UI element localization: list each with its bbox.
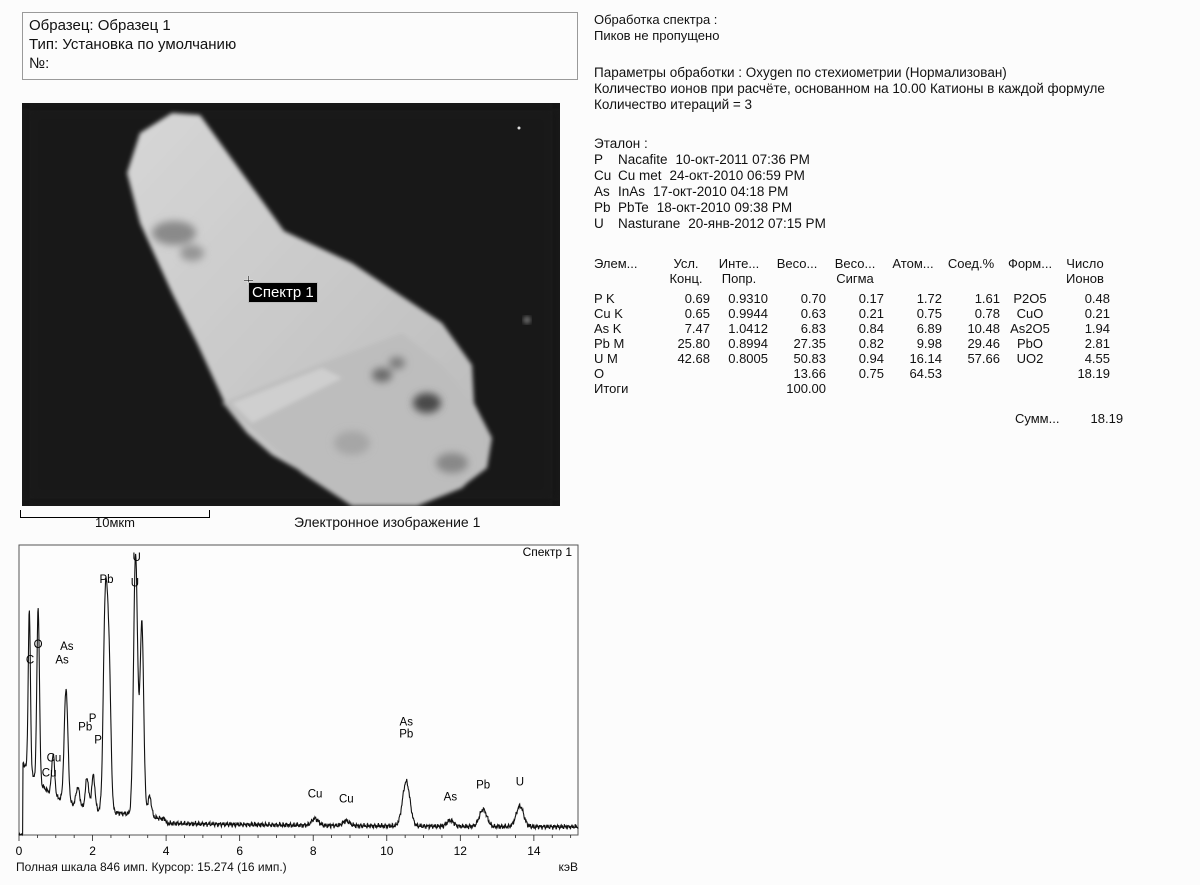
table-cell: Соед.% (947, 256, 995, 271)
processing-title: Обработка спектра : (594, 12, 718, 27)
standard-element: As (594, 184, 610, 199)
table-cell: Cu K (594, 306, 623, 321)
table-cell: 1.94 (1084, 321, 1110, 336)
table-row (594, 321, 1110, 336)
x-tick-label: 0 (16, 844, 23, 858)
x-axis (16, 835, 571, 858)
table-cell: PbO (1016, 336, 1043, 351)
table-cell: Ионов (1066, 271, 1104, 286)
table-cell: 7.47 (684, 321, 710, 336)
table-cell: Pb M (594, 336, 625, 351)
table-cell: P2O5 (1013, 291, 1047, 306)
results-table (594, 256, 1110, 396)
sample-type: Тип: Установка по умолчанию (29, 36, 237, 53)
x-tick-label: 4 (162, 844, 170, 858)
peak-label: As (60, 640, 74, 653)
table-cell: 0.82 (858, 336, 884, 351)
table-cell: Итоги (594, 381, 629, 396)
table-cell: 0.84 (858, 321, 884, 336)
peaks-status: Пиков не пропущено (594, 28, 720, 43)
chart-title: Спектр 1 (522, 545, 572, 559)
table-cell: Весо... (776, 256, 818, 271)
x-axis-unit: кэВ (558, 860, 578, 874)
sum-value: 18.19 (1090, 411, 1124, 426)
table-cell: 1.0412 (728, 321, 768, 336)
standard-element: Pb (594, 200, 611, 215)
table-cell (1060, 381, 1110, 396)
peak-label: Pb (399, 728, 414, 741)
peak-label: As (399, 716, 413, 729)
table-cell (1000, 366, 1060, 381)
standard-element: P (594, 152, 604, 167)
x-tick-label: 10 (380, 844, 394, 858)
peak-label: P (88, 712, 97, 725)
x-tick-label: 8 (309, 844, 317, 858)
electron-image (22, 103, 560, 506)
scale-bar-label: 10мкm (95, 515, 135, 530)
table-cell: Весо... (834, 256, 876, 271)
table-cell: 4.55 (1084, 351, 1110, 366)
standard-row (594, 168, 826, 184)
table-cell: Усл. (673, 256, 699, 271)
standard-name: Cu met (618, 168, 662, 183)
electron-image-caption: Электронное изображение 1 (294, 514, 481, 530)
table-cell: Попр. (721, 271, 757, 286)
peak-label: U (130, 577, 140, 590)
sum-row (1015, 411, 1123, 426)
table-cell (710, 381, 768, 396)
table-cell: P K (594, 291, 615, 306)
peak-label: Pb (99, 574, 114, 587)
table-cell (662, 366, 710, 381)
x-tick-label: 12 (453, 844, 467, 858)
table-cell: 57.66 (967, 351, 1000, 366)
table-cell (1000, 381, 1060, 396)
peak-label: Pb (78, 721, 93, 734)
table-cell: 0.75 (858, 366, 884, 381)
chart-footer (16, 860, 582, 874)
table-cell: 1.61 (974, 291, 1000, 306)
table-cell: 16.14 (909, 351, 942, 366)
electron-image-graphic (22, 103, 560, 506)
standard-name: Nacafite (618, 152, 668, 167)
table-cell: 100.00 (786, 381, 826, 396)
standards-title: Эталон : (594, 136, 648, 151)
peak-label: Cu (338, 793, 354, 806)
standard-date: 24-окт-2010 06:59 PM (669, 168, 805, 183)
params-line: Параметры обработки : Oxygen по стехиометрии (Нормализован) (594, 65, 1007, 80)
table-cell: 10.48 (967, 321, 1000, 336)
table-cell (884, 271, 942, 286)
table-cell: 27.35 (793, 336, 826, 351)
x-tick-label: 14 (527, 844, 541, 858)
ions-line: Количество ионов при расчёте, основанном на 10.00 Катионы в каждой формуле (594, 81, 1105, 96)
table-row (594, 336, 1110, 351)
peak-label: Cu (41, 767, 57, 780)
standard-date: 18-окт-2010 09:38 PM (656, 200, 793, 215)
table-cell: U M (594, 351, 618, 366)
table-row (594, 366, 1110, 381)
table-cell: UO2 (1016, 351, 1044, 366)
table-cell: 25.80 (677, 336, 710, 351)
table-cell: As K (594, 321, 622, 336)
x-tick-label: 6 (236, 844, 244, 858)
table-cell: 18.19 (1077, 366, 1110, 381)
table-cell (710, 366, 768, 381)
table-cell: 0.17 (858, 291, 884, 306)
x-tick-label: 2 (89, 844, 96, 858)
table-header-row (594, 256, 1110, 271)
standard-row (594, 200, 826, 216)
table-row (594, 381, 1110, 396)
table-cell: Конц. (669, 271, 703, 286)
peak-label: U (132, 551, 141, 564)
table-cell: 50.83 (793, 351, 826, 366)
table-header-row (594, 271, 1110, 286)
table-cell (884, 381, 942, 396)
table-cell: 0.65 (684, 306, 710, 321)
peak-label: Pb (476, 779, 491, 792)
sample-name: Образец: Образец 1 (29, 17, 171, 34)
peak-label: As (55, 654, 69, 667)
standard-row (594, 152, 826, 168)
table-cell (594, 271, 662, 286)
table-cell: 0.8994 (728, 336, 768, 351)
table-cell: 0.78 (974, 306, 1000, 321)
table-cell: 6.89 (916, 321, 942, 336)
iterations-line: Количество итераций = 3 (594, 97, 753, 112)
table-cell: Сигма (836, 271, 874, 286)
table-cell: Число (1066, 256, 1104, 271)
table-cell (942, 271, 1000, 286)
table-cell: CuO (1016, 306, 1044, 321)
table-cell: 0.63 (800, 306, 826, 321)
processing-params (594, 65, 1105, 113)
table-cell: As2O5 (1010, 321, 1050, 336)
standard-date: 17-окт-2010 04:18 PM (653, 184, 789, 199)
table-cell: 0.9310 (728, 291, 768, 306)
table-cell (1000, 271, 1060, 286)
table-row (594, 291, 1110, 306)
spectrum-point-label[interactable]: Спектр 1 (248, 282, 318, 303)
table-cell: 0.21 (1084, 306, 1110, 321)
processing-info (594, 12, 719, 44)
standard-name: Nasturane (618, 216, 681, 231)
table-cell: 6.83 (800, 321, 826, 336)
table-row (594, 306, 1110, 321)
peak-label: Cu (46, 752, 62, 765)
full-scale-cursor-readout: Полная шкала 846 имп. Курсор: 15.274 (16 имп.) (16, 860, 287, 874)
peak-label: C (25, 654, 35, 667)
peak-label: O (33, 639, 43, 652)
table-cell (768, 271, 826, 286)
table-cell: Инте... (718, 256, 760, 271)
table-cell: 0.69 (684, 291, 710, 306)
sum-label: Сумм... (1015, 411, 1060, 426)
table-cell: 0.9944 (728, 306, 768, 321)
table-cell (826, 381, 884, 396)
standard-date: 10-окт-2011 07:36 PM (675, 152, 810, 167)
table-cell: 29.46 (967, 336, 1000, 351)
standard-row (594, 184, 826, 200)
table-cell: 64.53 (909, 366, 942, 381)
table-cell: 42.68 (677, 351, 710, 366)
table-cell: Элем... (594, 256, 638, 271)
standard-name: InAs (618, 184, 646, 199)
standard-row (594, 216, 826, 232)
standard-name: PbTe (618, 200, 649, 215)
table-cell: 0.75 (916, 306, 942, 321)
table-cell (942, 381, 1000, 396)
table-cell (942, 366, 1000, 381)
peak-label: Cu (307, 788, 323, 801)
peak-label: P (94, 734, 102, 747)
table-cell: 1.72 (916, 291, 942, 306)
table-row (594, 351, 1110, 366)
table-cell: O (594, 366, 605, 381)
table-cell: 9.98 (916, 336, 942, 351)
standard-element: Cu (594, 168, 612, 183)
standard-date: 20-янв-2012 07:15 PM (688, 216, 826, 231)
table-cell: 13.66 (793, 366, 826, 381)
table-cell: Форм... (1007, 256, 1053, 271)
sample-number: №: (29, 55, 50, 72)
standards-list (594, 136, 826, 232)
table-cell (662, 381, 710, 396)
peak-label: As (443, 791, 458, 804)
table-cell: Атом... (892, 256, 934, 271)
table-cell: 0.8005 (728, 351, 768, 366)
sample-info-box (22, 12, 578, 80)
standard-element: U (594, 216, 604, 231)
table-cell: 0.94 (858, 351, 884, 366)
table-cell: 0.48 (1084, 291, 1110, 306)
spectrum-chart (16, 543, 582, 863)
peak-label: U (515, 776, 525, 789)
table-cell: 2.81 (1084, 336, 1110, 351)
table-cell: 0.70 (800, 291, 826, 306)
table-cell: 0.21 (858, 306, 884, 321)
